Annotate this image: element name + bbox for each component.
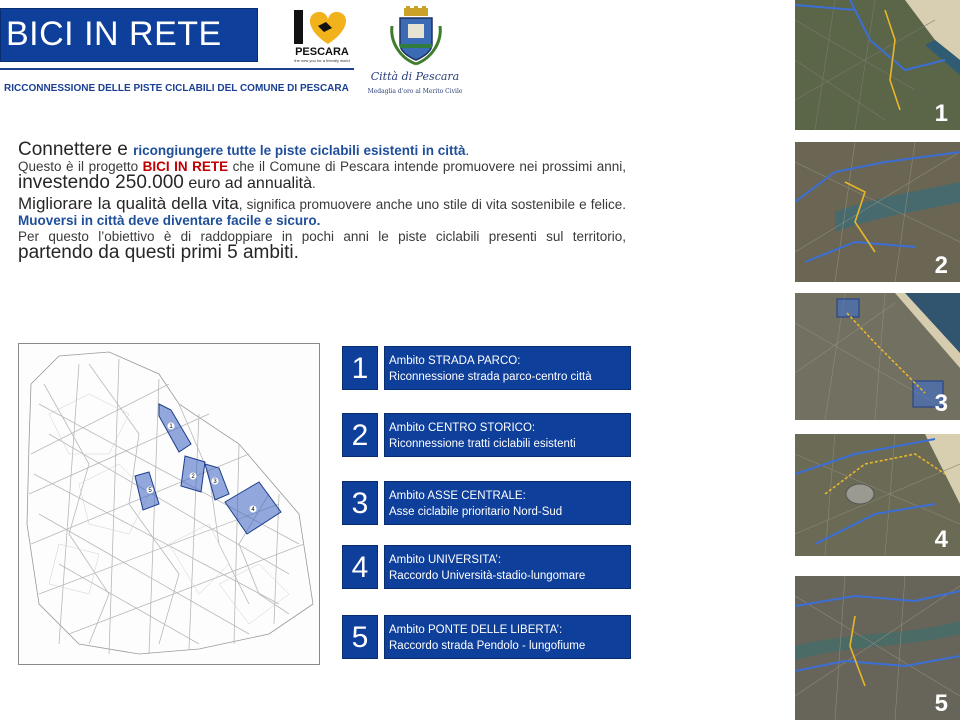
title-divider (0, 68, 354, 70)
pescara-logo-tagline: the new you for a friendly world (294, 58, 350, 63)
ambito-desc-2: Riconnessione tratti ciclabili esistenti (389, 438, 576, 450)
thumbnail-number-1: 1 (934, 100, 948, 127)
satellite-thumbnail-5 (795, 576, 960, 720)
ambito-label-4 (384, 545, 631, 589)
ambito-desc-1: Riconnessione strada parco-centro città (389, 371, 592, 383)
page-title: BICI IN RETE (6, 15, 222, 53)
ambito-desc-3: Asse ciclabile prioritario Nord-Sud (389, 506, 563, 518)
satellite-thumbnail-4 (795, 434, 960, 556)
map-label-2: 2 (191, 474, 195, 480)
map-label-3: 3 (213, 479, 217, 485)
city-motto: Medaglia d'oro al Merito Civile (367, 88, 463, 95)
map-label-1: 1 (169, 424, 173, 430)
ambito-label-2 (384, 413, 631, 457)
satellite-thumbnail-1 (795, 0, 960, 130)
ambito-title-4: Ambito UNIVERSITA’: (389, 554, 502, 566)
map-label-4: 4 (251, 507, 255, 513)
page-subtitle: RICCONNESSIONE DELLE PISTE CICLABILI DEL COMUNE DI PESCARA (4, 83, 349, 94)
thumbnail-number-4: 4 (934, 526, 948, 553)
ambito-number-2: 2 (342, 413, 378, 457)
ambito-label-3 (384, 481, 631, 525)
ambito-title-5: Ambito PONTE DELLE LIBERTA’: (389, 624, 563, 636)
ambito-desc-4: Raccordo Università-stadio-lungomare (389, 570, 586, 582)
intro-paragraph-2: Questo è il progetto BICI IN RETE che il Comune di Pescara intende promuovere nei prossimi anni, investendo 250.000 euro ad annualità. (18, 159, 626, 193)
thumbnail-number-2: 2 (934, 252, 948, 279)
pescara-logo-text: PESCARA (295, 46, 349, 58)
ambito-title-2: Ambito CENTRO STORICO: (389, 422, 536, 434)
satellite-thumbnail-3 (795, 293, 960, 420)
ambito-title-3: Ambito ASSE CENTRALE: (389, 490, 526, 502)
ambito-desc-5: Raccordo strada Pendolo - lungofiume (389, 640, 586, 652)
map-label-5: 5 (148, 488, 152, 494)
ambito-title-1: Ambito STRADA PARCO: (389, 355, 521, 367)
city-crest-icon (388, 6, 444, 68)
intro-paragraph-3: Migliorare la qualità della vita, significa promuovere anche uno stile di vita sostenibile e felice. Muoversi in città deve diventare facile e sicuro. (18, 194, 626, 228)
intro-paragraph-1: Connettere e ricongiungere tutte le piste ciclabili esistenti in città. (18, 139, 470, 160)
intro-paragraph-4: Per questo l’obiettivo è di raddoppiare in pochi anni le piste ciclabili presenti sul territorio, partendo da questi primi 5 ambiti. (18, 229, 626, 263)
map-zone-1 (159, 404, 191, 452)
ambito-label-1 (384, 346, 631, 390)
ambito-number-3: 3 (342, 481, 378, 525)
ambito-number-1: 1 (342, 346, 378, 390)
city-name: Città di Pescara (370, 70, 460, 83)
thumbnail-number-3: 3 (934, 390, 948, 417)
satellite-thumbnail-2 (795, 142, 960, 282)
network-map (18, 343, 320, 665)
ambito-number-4: 4 (342, 545, 378, 589)
ambito-label-5 (384, 615, 631, 659)
thumbnail-number-5: 5 (934, 690, 948, 717)
intro-text (18, 139, 626, 263)
ambito-number-5: 5 (342, 615, 378, 659)
